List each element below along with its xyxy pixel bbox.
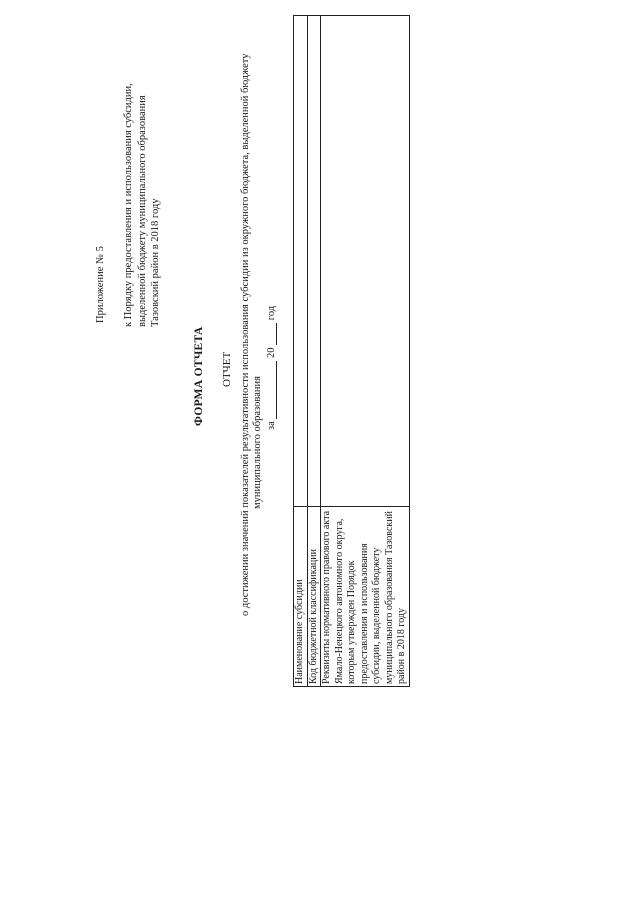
- report-title: ОТЧЕТ: [221, 351, 233, 387]
- period-blank-line: [265, 361, 277, 419]
- budget-code-value: [307, 16, 321, 507]
- subsidy-info-table: [293, 15, 410, 687]
- rotated-page: [95, 12, 407, 892]
- table-row: [307, 16, 321, 687]
- order-reference-line-3: Тазовский район в 2018 году: [150, 198, 161, 327]
- subsidy-name-value: [294, 16, 308, 507]
- period-year-blank-line: [265, 323, 277, 345]
- order-reference-line-2: выделенной бюджету муниципального образования: [137, 95, 148, 327]
- appendix-number: Приложение № 5: [95, 246, 106, 323]
- order-reference-line-1: к Порядку предоставления и использования субсидии,: [123, 83, 134, 327]
- budget-code-label: Код бюджетной классификации: [307, 507, 321, 687]
- period-suffix: год: [266, 305, 277, 321]
- period-year-prefix: 20: [266, 347, 277, 358]
- period-prefix: за: [266, 421, 277, 430]
- form-title: ФОРМА ОТЧЕТА: [193, 326, 205, 426]
- table-row: [294, 16, 308, 687]
- report-description-line-1: о достижении значений показателей результативности использования субсидии из окружного бюджета, выделенной бюджету: [240, 53, 251, 616]
- legal-act-value: [321, 16, 410, 507]
- table-row: [321, 16, 410, 687]
- report-period: [265, 306, 279, 430]
- legal-act-label: Реквизиты нормативного правового акта Ямало-Ненецкого автономного округа, которым утвержден Порядок предоставления и использования субсидии, выделенной бюджету муниципального образования Тазовский район в 2018 году: [321, 507, 410, 687]
- report-description-line-2: муниципального образования: [252, 376, 263, 509]
- subsidy-name-label: Наименование субсидии: [294, 507, 308, 687]
